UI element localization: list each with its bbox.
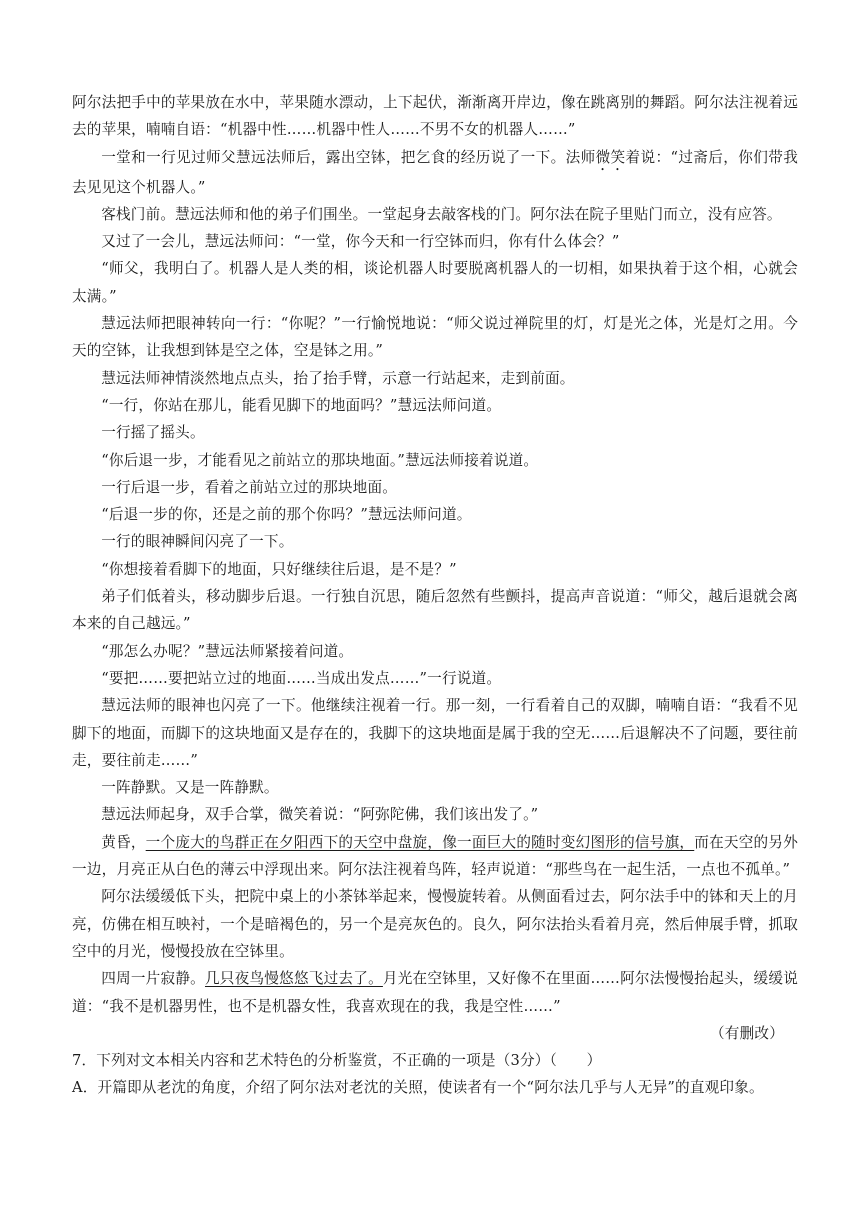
paragraph-22: 阿尔法缓缓低下头，把院中桌上的小茶钵举起来，慢慢旋转着。从侧面看过去，阿尔法手中的钵和天上的月亮，仿佛在相互映衬，一个是暗褐色的，另一个是亮灰色的。良久，阿尔法抬头看着月亮，然后伸展手臂，抓取空中的月光，慢慢投放在空钵里。	[72, 888, 798, 960]
emphasized-word: 微笑	[595, 148, 626, 166]
paragraph-3: 客栈门前。慧远法师和他的弟子们围坐。一堂起身去敲客栈的门。阿尔法在院子里贴门而立，没有应答。	[101, 205, 782, 223]
paragraph-23-text-b: 月光在空钵里，又好像不在里面……阿尔法慢慢抬起头，缓缓说道：“我不是机器男性，也不是机器女性，我喜欢现在的我，我是空性……”	[72, 970, 798, 1015]
paragraph-6: 慧远法师把眼神转向一行：“你呢？”一行愉悦地说：“师父说过禅院里的灯，灯是光之体，光是灯之用。今天的空钵，让我想到钵是空之体，空是钵之用。”	[72, 315, 798, 360]
underlined-sentence: 几只夜鸟慢悠悠飞过去了。	[204, 970, 383, 988]
paragraph-19: 一阵静默。又是一阵静默。	[101, 779, 279, 797]
paragraph-21	[72, 829, 798, 884]
paragraph-10: “你后退一步，才能看见之前站立的那块地面。”慧远法师接着说道。	[101, 451, 539, 469]
paragraph-5: “师父，我明白了。机器人是人类的相，谈论机器人时要脱离机器人的一切相，如果执着于这个相，心就会太满。”	[72, 260, 798, 305]
paragraph-17: “要把……要把站立过的地面……当成出发点……”一行说道。	[101, 669, 502, 687]
paragraph-23-text-a: 四周一片寂静。	[101, 970, 205, 988]
paragraph-8: “一行，你站在那儿，能看见脚下的地面吗？”慧远法师问道。	[101, 396, 502, 414]
paragraph-11: 一行后退一步，看着之前站立过的那块地面。	[101, 478, 398, 496]
paragraph-21-text-a: 黄昏，	[101, 833, 146, 851]
paragraph-15: 弟子们低着头，移动脚步后退。一行独自沉思，随后忽然有些颤抖，提高声音说道：“师父，越后退就会离本来的自己越远。”	[72, 588, 798, 633]
paragraph-18: 慧远法师的眼神也闪亮了一下。他继续注视着一行。那一刻，一行看着自己的双脚，喃喃自语：“我看不见脚下的地面，而脚下的这块地面又是存在的，我脚下的这块地面是属于我的空无……后退解决不了问题，要往前走，要往前走……”	[72, 697, 798, 769]
paragraph-2-text-a: 一堂和一行见过师父慧远法师后，露出空钵，把乞食的经历说了一下。法师	[101, 148, 596, 166]
paragraph-1: 阿尔法把手中的苹果放在水中，苹果随水漂动，上下起伏，渐渐离开岸边，像在跳离别的舞蹈。阿尔法注视着远去的苹果，喃喃自语：“机器中性……机器中性人……不男不女的机器人……”	[72, 94, 798, 139]
underlined-sentence: 一个庞大的鸟群正在夕阳西下的天空中盘旋，像一面巨大的随时变幻图形的信号旗，	[145, 833, 695, 851]
paragraph-12: “后退一步的你，还是之前的那个你吗？”慧远法师问道。	[101, 506, 472, 524]
paragraph-9: 一行摇了摇头。	[101, 424, 205, 442]
question-stem: 7．下列对文本相关内容和艺术特色的分析鉴赏，不正确的一项是（3分）（ ）	[72, 1052, 602, 1070]
paragraph-23	[72, 965, 798, 1020]
paragraph-21-text-b: 而在天空的另外一边，月亮正从白色的薄云中浮现出来。阿尔法注视着鸟阵，轻声说道：“那些鸟在一起生活，一点也不孤单。”	[72, 833, 799, 879]
paragraph-13: 一行的眼神瞬间闪亮了一下。	[101, 533, 294, 551]
paragraph-4: 又过了一会儿，慧远法师问：“一堂，你今天和一行空钵而归，你有什么体会？”	[101, 233, 620, 251]
paragraph-7: 慧远法师神情淡然地点点头，抬了抬手臂，示意一行站起来，走到前面。	[101, 369, 575, 387]
paragraph-2	[72, 144, 798, 201]
reading-passage	[72, 89, 798, 1102]
source-note: （有删改）	[710, 1024, 784, 1042]
paragraph-2-text-b: 着说：“过斋后，你们带我去见见这个机器人。”	[72, 148, 798, 196]
paragraph-16: “那怎么办呢？”慧远法师紧接着问道。	[101, 642, 354, 660]
paragraph-20: 慧远法师起身，双手合掌，微笑着说：“阿弥陀佛，我们该出发了。”	[101, 806, 539, 824]
paragraph-14: “你想接着看脚下的地面，只好继续往后退，是不是？”	[101, 560, 457, 578]
question-option-a: A．开篇即从老沈的角度，介绍了阿尔法对老沈的关照，使读者有一个“阿尔法几乎与人无异”的直观印象。	[72, 1079, 764, 1097]
